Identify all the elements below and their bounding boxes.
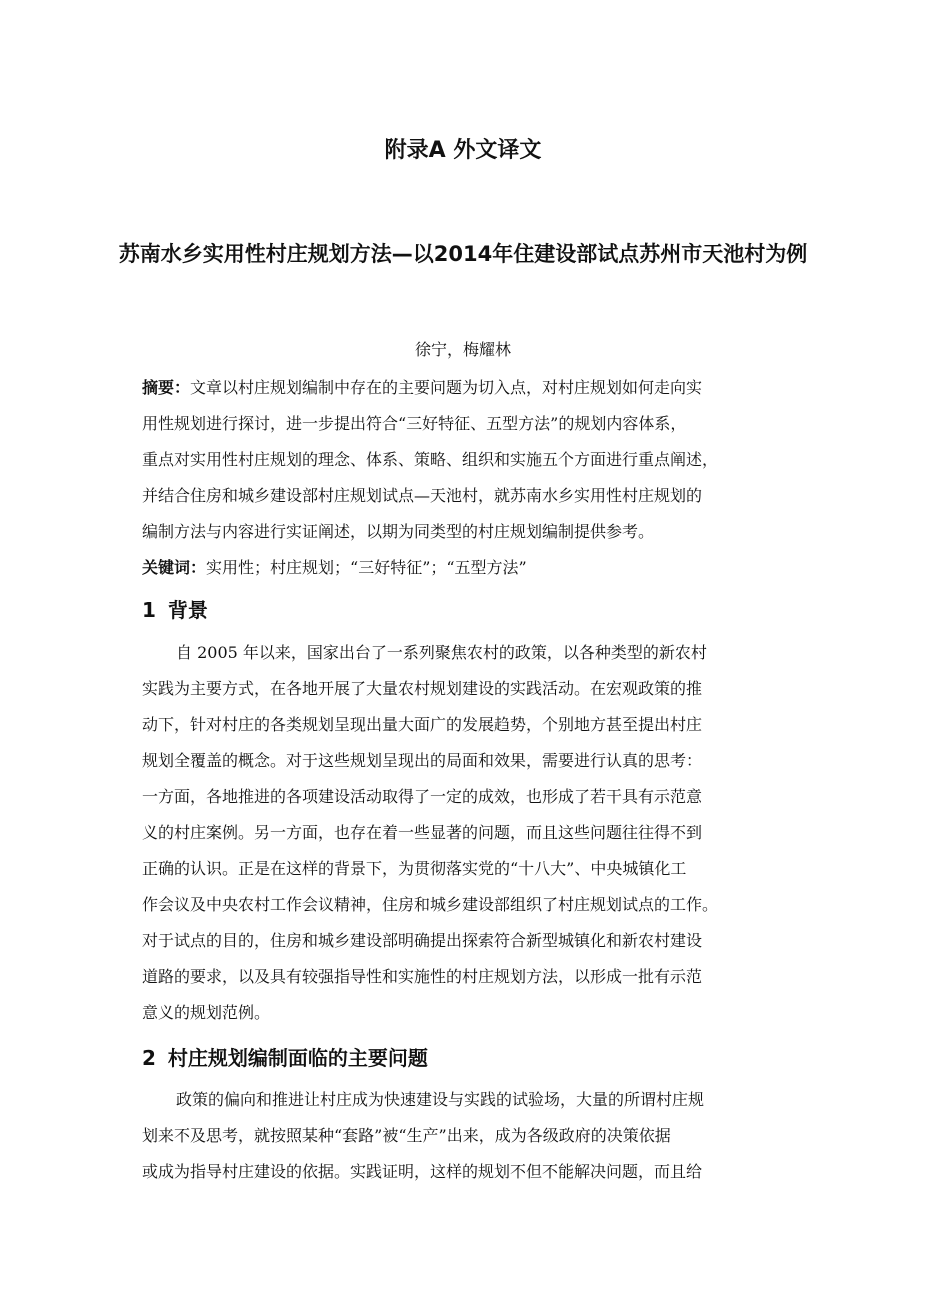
keywords (142, 550, 792, 586)
paragraph-line: 对于试点的目的，住房和城乡建设部明确提出探索符合新型城镇化和新农村建设 (142, 931, 703, 950)
abstract-line: 编制方法与内容进行实证阐述，以期为同类型的村庄规划编制提供参考。 (142, 522, 655, 541)
section-heading (142, 1043, 428, 1073)
section-paragraph (142, 1082, 792, 1190)
appendix-title: 附录A 外文译文 (384, 138, 542, 163)
keywords-text: 实用性；村庄规划；“三好特征”；“五型方法” (206, 558, 527, 577)
paper-title: 苏南水乡实用性村庄规划方法—以2014年住建设部试点苏州市天池村为例 (118, 242, 808, 266)
section-heading (142, 595, 208, 625)
paragraph-line: 或成为指导村庄建设的依据。实践证明，这样的规划不但不能解决问题，而且给 (142, 1162, 703, 1181)
section-number: 1 (142, 598, 156, 622)
authors: 徐宁，梅耀林 (414, 340, 511, 359)
paragraph-line: 一方面，各地推进的各项建设活动取得了一定的成效，也形成了若干具有示范意 (142, 787, 703, 806)
paragraph-line: 自 2005 年以来，国家出台了一系列聚焦农村的政策，以各种类型的新农村 (176, 643, 707, 662)
abstract-line: 并结合住房和城乡建设部村庄规划试点—天池村，就苏南水乡实用性村庄规划的 (142, 486, 703, 505)
paragraph-line: 政策的偏向和推进让村庄成为快速建设与实践的试验场，大量的所谓村庄规 (176, 1090, 705, 1109)
abstract-line: 用性规划进行探讨，进一步提出符合“三好特征、五型方法”的规划内容体系， (142, 414, 687, 433)
section-title: 村庄规划编制面临的主要问题 (167, 1046, 428, 1070)
keywords-label: 关键词： (142, 558, 207, 577)
abstract (142, 370, 792, 550)
abstract-line: 重点对实用性村庄规划的理念、体系、策略、组织和实施五个方面进行重点阐述， (142, 450, 719, 469)
paragraph-line: 作会议及中央农村工作会议精神，住房和城乡建设部组织了村庄规划试点的工作。 (142, 895, 719, 914)
section-title: 背景 (167, 598, 208, 622)
abstract-label: 摘要： (142, 378, 191, 397)
paragraph-line: 义的村庄案例。另一方面，也存在着一些显著的问题，而且这些问题往往得不到 (142, 823, 703, 842)
paragraph-line: 道路的要求，以及具有较强指导性和实施性的村庄规划方法，以形成一批有示范 (142, 967, 703, 986)
abstract-line: 文章以村庄规划编制中存在的主要问题为切入点，对村庄规划如何走向实 (190, 378, 703, 397)
section-paragraph (142, 635, 792, 1031)
paragraph-line: 动下，针对村庄的各类规划呈现出量大面广的发展趋势，个别地方甚至提出村庄 (142, 715, 703, 734)
paragraph-line: 规划全覆盖的概念。对于这些规划呈现出的局面和效果，需要进行认真的思考： (142, 751, 703, 770)
paragraph-line: 实践为主要方式，在各地开展了大量农村规划建设的实践活动。在宏观政策的推 (142, 679, 703, 698)
paragraph-line: 正确的认识。正是在这样的背景下，为贯彻落实党的“十八大”、中央城镇化工 (142, 859, 687, 878)
paragraph-line: 划来不及思考，就按照某种“套路”被“生产”出来，成为各级政府的决策依据 (142, 1126, 671, 1145)
paragraph-line: 意义的规划范例。 (142, 1003, 271, 1022)
section-number: 2 (142, 1046, 156, 1070)
